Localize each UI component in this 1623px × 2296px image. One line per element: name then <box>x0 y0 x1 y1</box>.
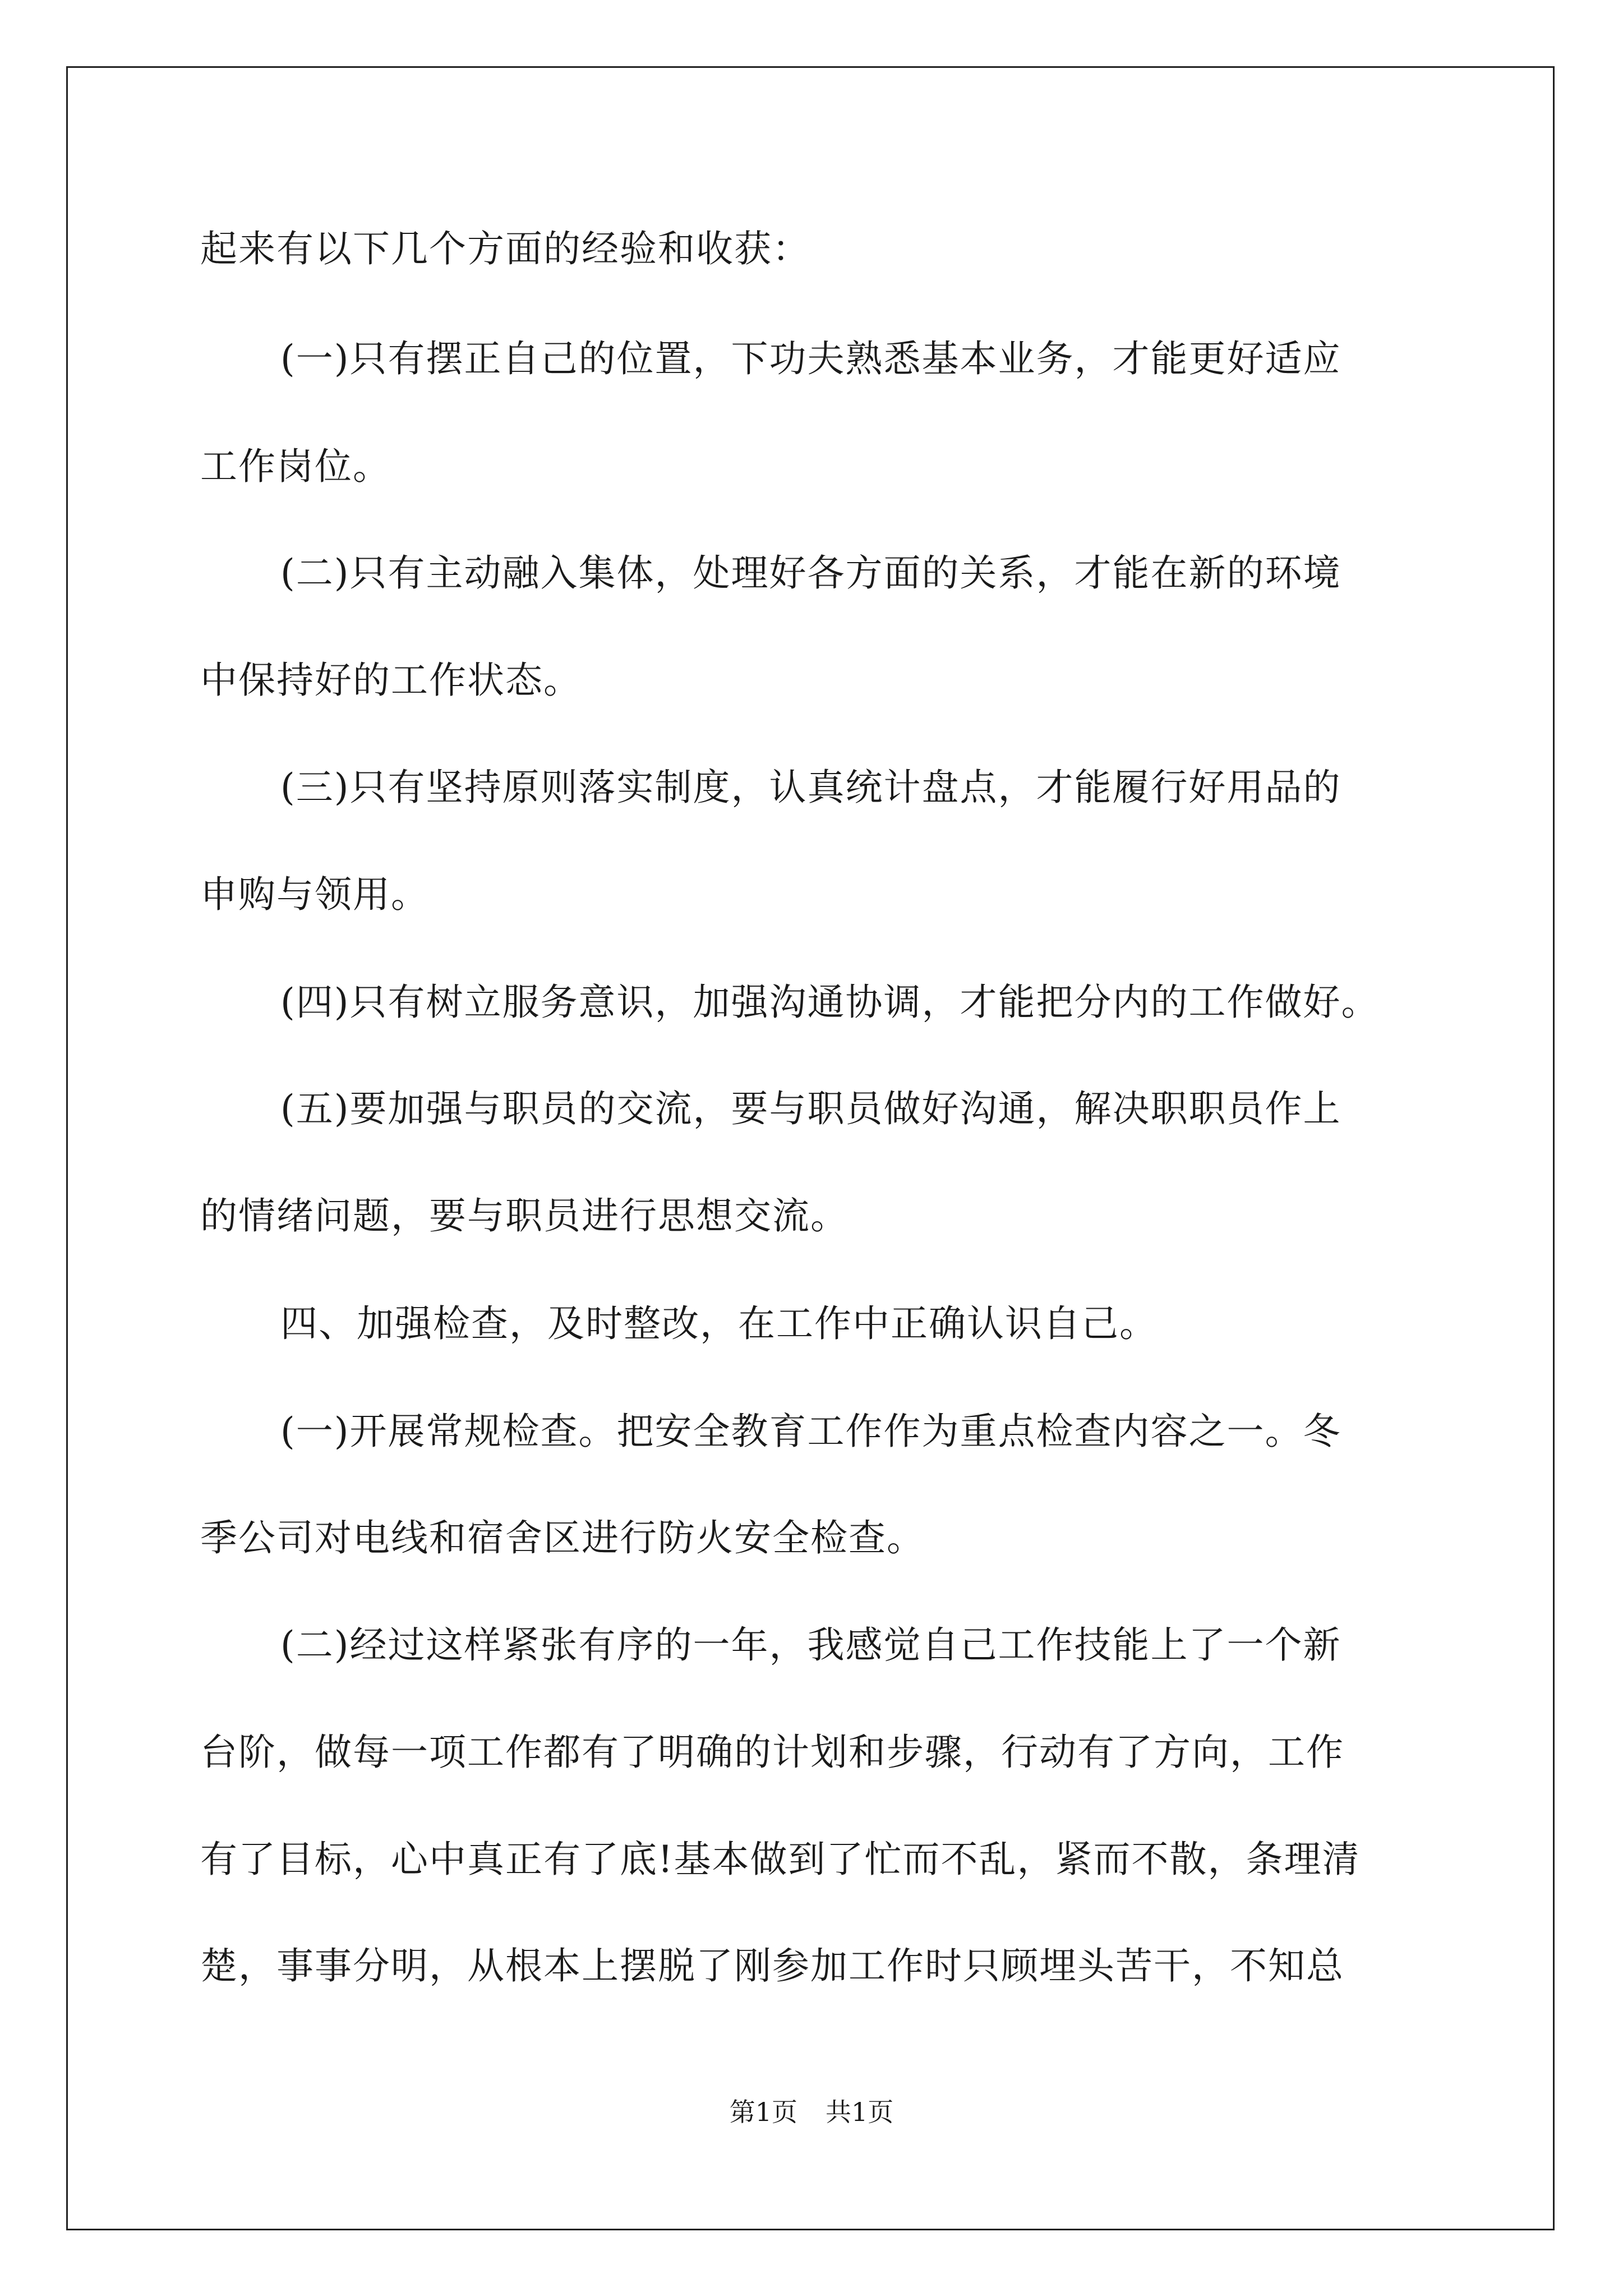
text-line: 季公司对电线和宿舍区进行防火安全检查。 <box>200 1516 925 1559</box>
page-number: 第1页 <box>729 2097 797 2127</box>
text-line: 有了目标，心中真正有了底!基本做到了忙而不乱，紧而不散，条理清 <box>200 1838 1361 1881</box>
page-footer <box>0 2095 1623 2129</box>
text-line: 的情绪问题，要与职员进行思想交流。 <box>200 1194 849 1237</box>
text-line: 四、加强检查，及时整改，在工作中正确认识自己。 <box>280 1302 1158 1345</box>
text-line: 起来有以下几个方面的经验和收获： <box>200 227 810 270</box>
text-line: (五)要加强与职员的交流，要与职员做好沟通，解决职职员作上 <box>280 1087 1341 1130</box>
text-line: (一)只有摆正自己的位置，下功夫熟悉基本业务，才能更好适应 <box>280 337 1341 380</box>
text-line: 楚，事事分明，从根本上摆脱了刚参加工作时只顾埋头苦干，不知总 <box>200 1944 1344 1987</box>
text-line: (一)开展常规检查。把安全教育工作作为重点检查内容之一。冬 <box>280 1410 1341 1453</box>
text-line: 申购与领用。 <box>200 873 429 916</box>
text-line: 工作岗位。 <box>200 445 391 488</box>
text-line: (三)只有坚持原则落实制度，认真统计盘点，才能履行好用品的 <box>280 766 1341 809</box>
text-line: (四)只有树立服务意识，加强沟通协调，才能把分内的工作做好。 <box>280 981 1380 1024</box>
page-total: 共1页 <box>826 2097 894 2127</box>
text-line: (二)只有主动融入集体，处理好各方面的关系，才能在新的环境 <box>280 551 1341 595</box>
text-line: 中保持好的工作状态。 <box>200 659 582 702</box>
text-line: 台阶，做每一项工作都有了明确的计划和步骤，行动有了方向，工作 <box>200 1731 1344 1774</box>
text-line: (二)经过这样紧张有序的一年，我感觉自己工作技能上了一个新 <box>280 1623 1341 1667</box>
